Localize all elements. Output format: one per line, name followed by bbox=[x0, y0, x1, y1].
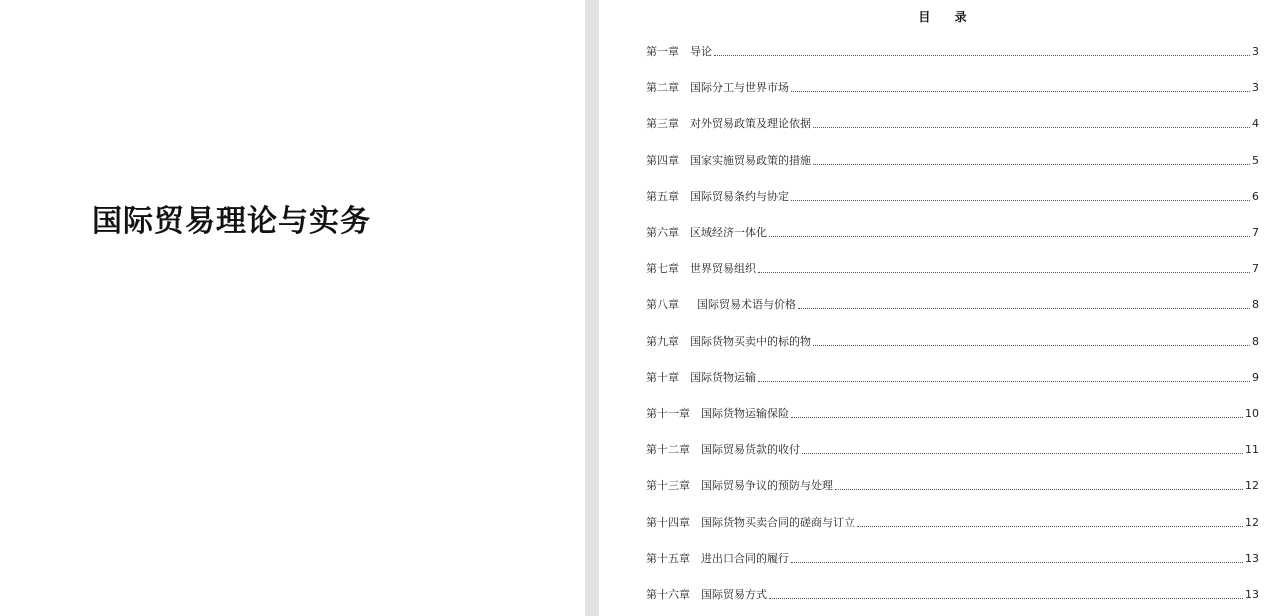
toc-entry-chapter: 第十五章 bbox=[646, 552, 690, 565]
toc-entry-title: 国际货物运输保险 bbox=[701, 407, 789, 420]
toc-entry-chapter: 第十三章 bbox=[646, 479, 690, 492]
toc-entry-page-number: 7 bbox=[1252, 262, 1259, 275]
toc-entry-page-number: 12 bbox=[1245, 479, 1259, 492]
toc-entry-page-number: 4 bbox=[1252, 117, 1259, 130]
toc-entry-leader bbox=[769, 598, 1243, 599]
toc-entry-leader bbox=[813, 164, 1250, 165]
toc-entry-page-number: 6 bbox=[1252, 190, 1259, 203]
toc-entry-title: 世界贸易组织 bbox=[690, 262, 756, 275]
toc-entry-title: 国际货物买卖合同的磋商与订立 bbox=[701, 516, 855, 529]
toc-page bbox=[599, 0, 1280, 616]
toc-entry[interactable] bbox=[646, 405, 1259, 421]
toc-entry-chapter: 第十一章 bbox=[646, 407, 690, 420]
toc-entry-page-number: 3 bbox=[1252, 45, 1259, 58]
toc-entry-leader bbox=[813, 127, 1250, 128]
toc-entry[interactable] bbox=[646, 152, 1259, 168]
toc-entry-title: 国际贸易条约与协定 bbox=[690, 190, 789, 203]
toc-entry-title: 导论 bbox=[690, 45, 712, 58]
toc-entry[interactable] bbox=[646, 514, 1259, 530]
toc-entry-leader bbox=[714, 55, 1250, 56]
toc-entry-leader bbox=[758, 381, 1250, 382]
toc-entry-page-number: 9 bbox=[1252, 371, 1259, 384]
toc-entry-page-number: 13 bbox=[1245, 588, 1259, 601]
toc-entry-chapter: 第四章 bbox=[646, 154, 679, 167]
toc-entry[interactable] bbox=[646, 550, 1259, 566]
toc-entry-title: 国际贸易术语与价格 bbox=[690, 298, 796, 311]
toc-entry-leader bbox=[791, 562, 1243, 563]
toc-entry[interactable] bbox=[646, 441, 1259, 457]
toc-entry-page-number: 3 bbox=[1252, 81, 1259, 94]
cover-title: 国际贸易理论与实务 bbox=[92, 204, 371, 239]
toc-entry-page-number: 7 bbox=[1252, 226, 1259, 239]
toc-entry-leader bbox=[769, 236, 1250, 237]
toc-entry-page-number: 8 bbox=[1252, 298, 1259, 311]
toc-entry-chapter: 第十六章 bbox=[646, 588, 690, 601]
toc-entry[interactable] bbox=[646, 43, 1259, 59]
toc-entry-leader bbox=[802, 453, 1243, 454]
toc-entry-chapter: 第七章 bbox=[646, 262, 679, 275]
toc-entry-title: 国际货物买卖中的标的物 bbox=[690, 335, 811, 348]
toc-entry[interactable] bbox=[646, 115, 1259, 131]
toc-entry-chapter: 第五章 bbox=[646, 190, 679, 203]
toc-entry-title: 进出口合同的履行 bbox=[701, 552, 789, 565]
toc-entry-title: 国家实施贸易政策的措施 bbox=[690, 154, 811, 167]
toc-entry-chapter: 第一章 bbox=[646, 45, 679, 58]
toc-entry[interactable] bbox=[646, 333, 1259, 349]
toc-entry-page-number: 5 bbox=[1252, 154, 1259, 167]
toc-entry-chapter: 第二章 bbox=[646, 81, 679, 94]
toc-entry-chapter: 第八章 bbox=[646, 298, 679, 311]
cover-page bbox=[0, 0, 585, 616]
toc-entry-chapter: 第十二章 bbox=[646, 443, 690, 456]
toc-entry[interactable] bbox=[646, 188, 1259, 204]
toc-entry-leader bbox=[758, 272, 1250, 273]
toc-entry[interactable] bbox=[646, 477, 1259, 493]
toc-entry-title: 对外贸易政策及理论依据 bbox=[690, 117, 811, 130]
toc-entry-title: 国际贸易争议的预防与处理 bbox=[701, 479, 833, 492]
toc-entry-leader bbox=[791, 91, 1250, 92]
toc-entry-title: 国际分工与世界市场 bbox=[690, 81, 789, 94]
toc-entry-page-number: 13 bbox=[1245, 552, 1259, 565]
toc-entry-title: 国际贸易方式 bbox=[701, 588, 767, 601]
toc-entry-page-number: 11 bbox=[1245, 443, 1259, 456]
toc-entry-chapter: 第十章 bbox=[646, 371, 679, 384]
toc-entry-leader bbox=[791, 417, 1243, 418]
toc-entry-page-number: 12 bbox=[1245, 516, 1259, 529]
toc-entry-title: 区域经济一体化 bbox=[690, 226, 767, 239]
page-gutter bbox=[585, 0, 599, 616]
toc-entry-leader bbox=[857, 526, 1243, 527]
toc-entry-chapter: 第九章 bbox=[646, 335, 679, 348]
toc-entry[interactable] bbox=[646, 369, 1259, 385]
toc-entry[interactable] bbox=[646, 79, 1259, 95]
toc-entry-title: 国际贸易货款的收付 bbox=[701, 443, 800, 456]
toc-entry-chapter: 第六章 bbox=[646, 226, 679, 239]
toc-entry-page-number: 10 bbox=[1245, 407, 1259, 420]
toc-entry-leader bbox=[813, 345, 1250, 346]
toc-entry-page-number: 8 bbox=[1252, 335, 1259, 348]
toc-heading: 目 录 bbox=[918, 10, 977, 24]
toc-entry-chapter: 第三章 bbox=[646, 117, 679, 130]
toc-entry[interactable] bbox=[646, 296, 1259, 312]
toc-entry[interactable] bbox=[646, 586, 1259, 602]
toc-entry-leader bbox=[835, 489, 1243, 490]
toc-entry-leader bbox=[798, 308, 1250, 309]
toc-entry[interactable] bbox=[646, 224, 1259, 240]
toc-entry[interactable] bbox=[646, 260, 1259, 276]
toc-entry-leader bbox=[791, 200, 1250, 201]
toc-entry-title: 国际货物运输 bbox=[690, 371, 756, 384]
toc-entry-chapter: 第十四章 bbox=[646, 516, 690, 529]
